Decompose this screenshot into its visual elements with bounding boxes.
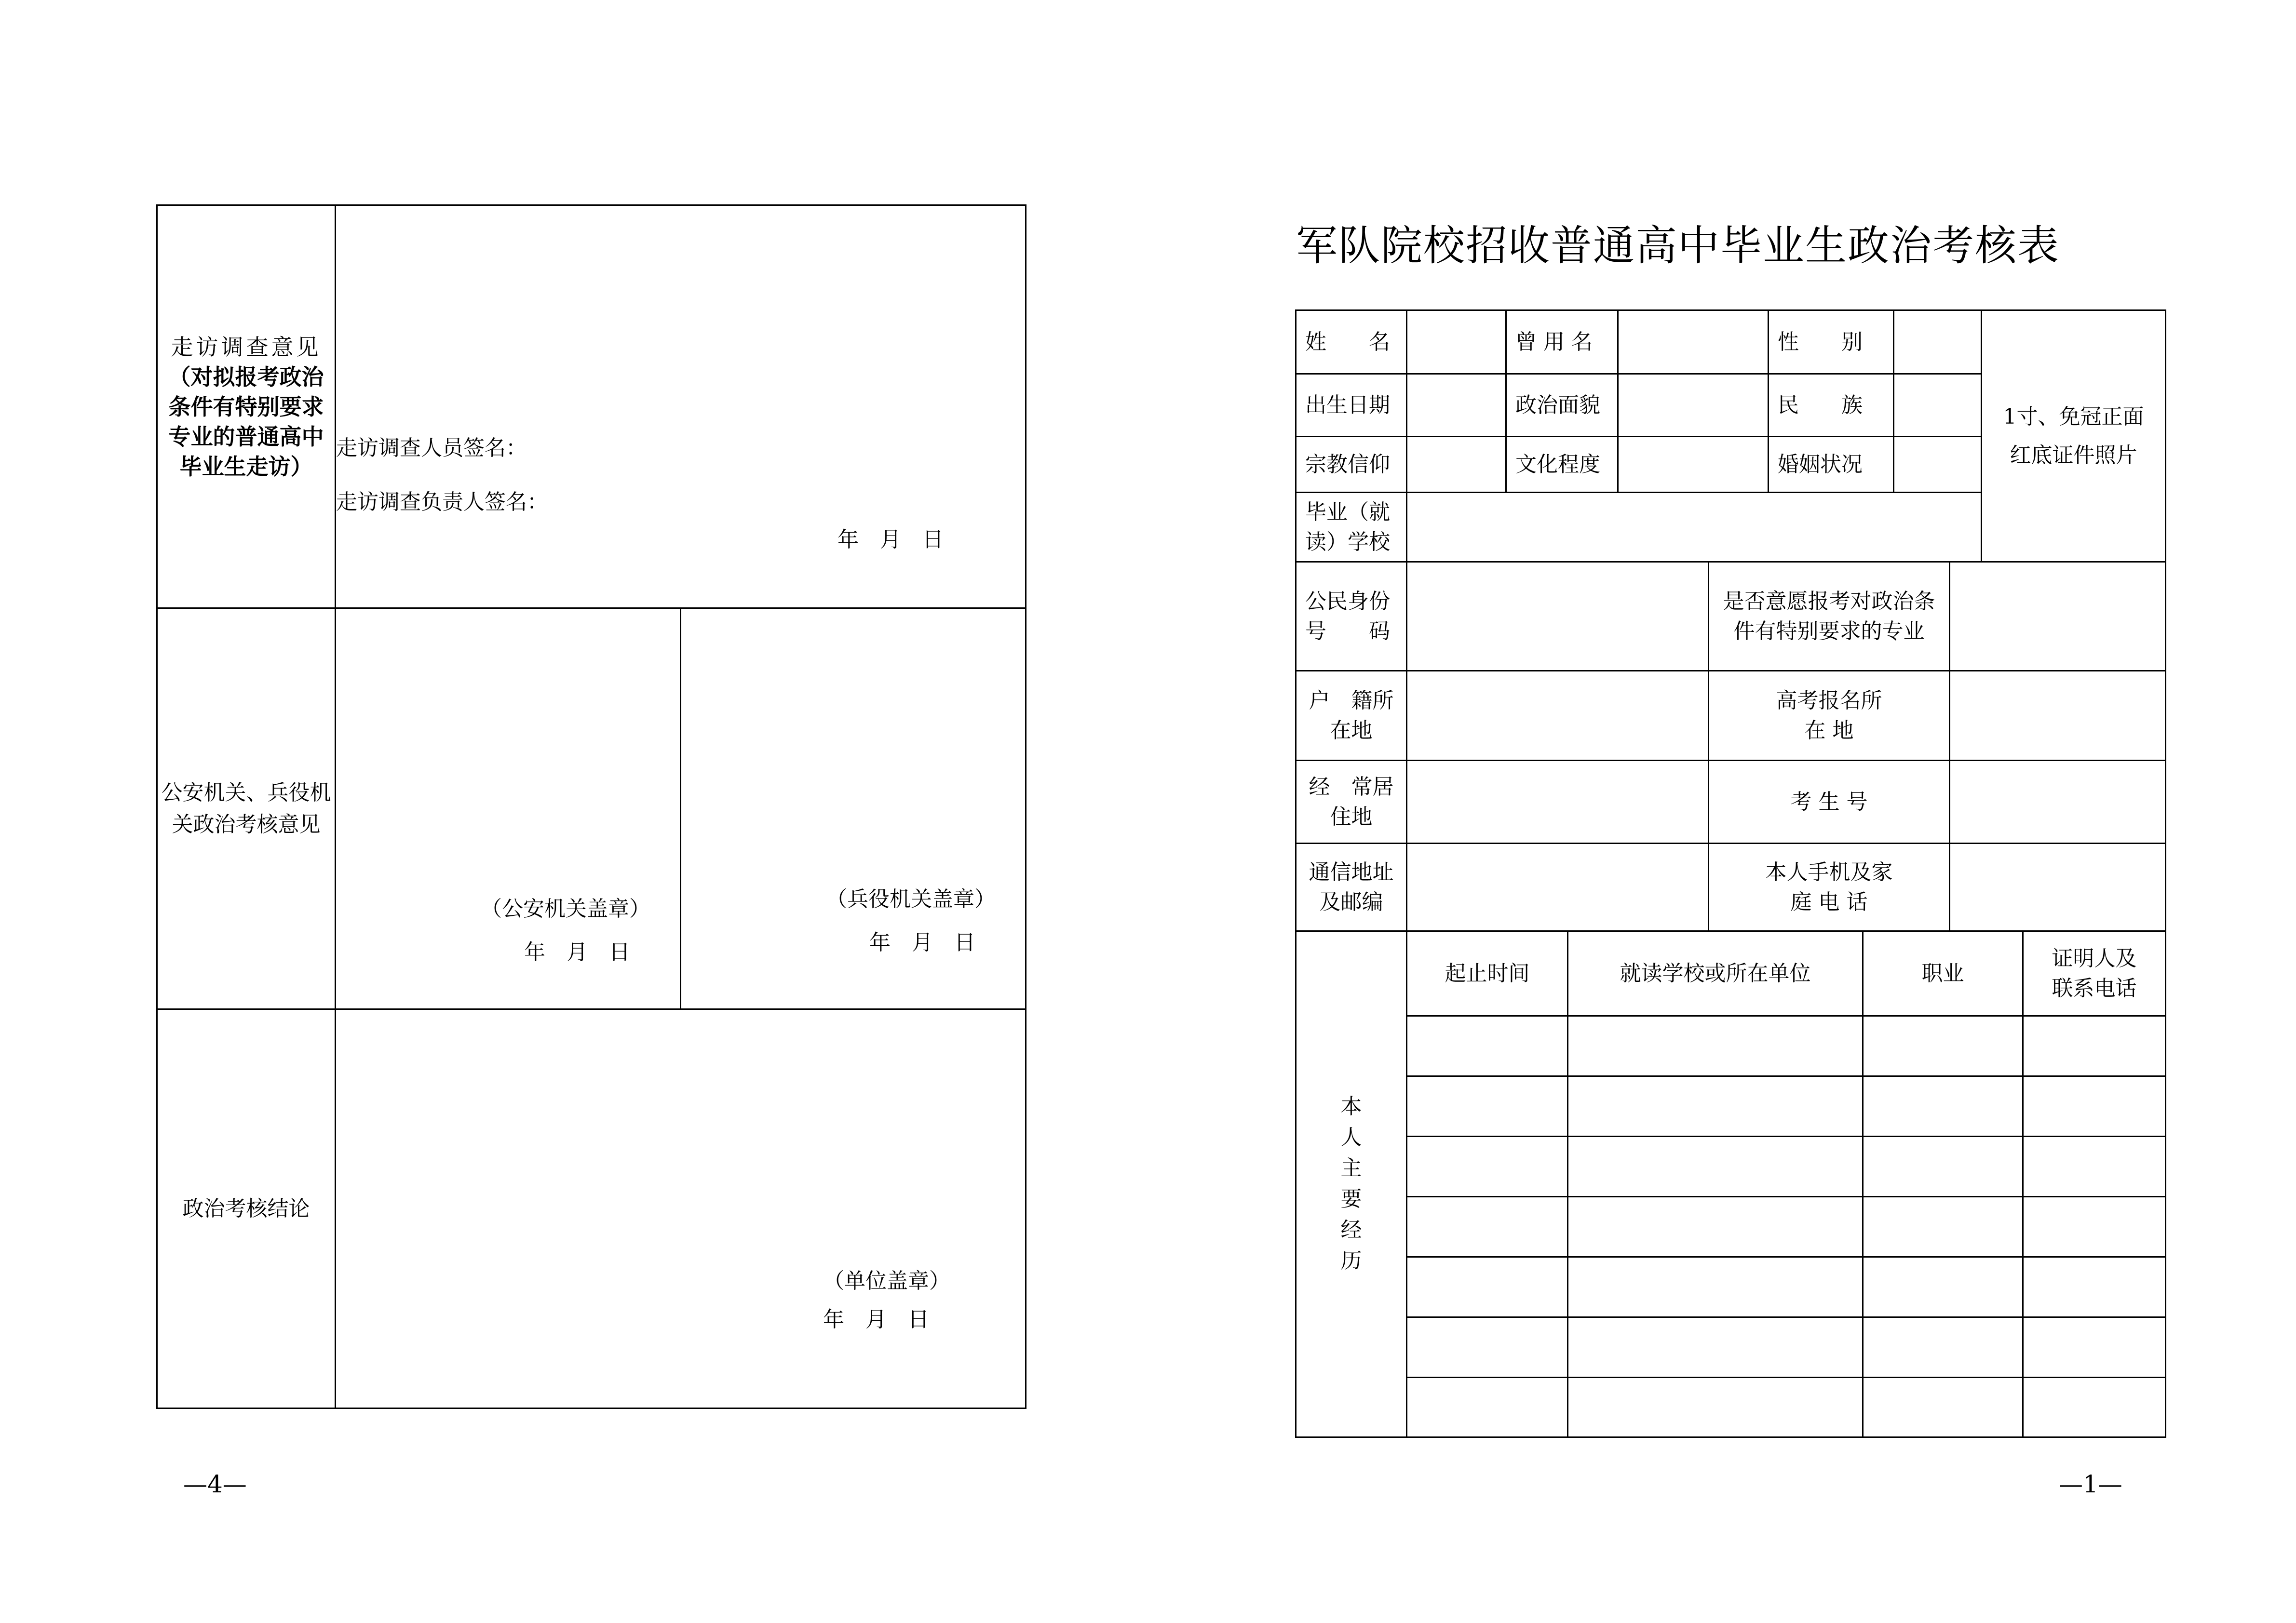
history-row [1296, 1016, 2166, 1076]
police-military-label [157, 608, 336, 1009]
police-opinion-cell[interactable] [336, 608, 681, 1009]
history-cell[interactable] [1863, 1137, 2023, 1197]
police-date: 年 月 日 [524, 940, 630, 965]
history-cell[interactable] [1863, 1016, 2023, 1076]
history-cell[interactable] [1863, 1257, 2023, 1317]
exam-location-value[interactable] [1950, 671, 2166, 761]
history-cell[interactable] [1407, 1016, 1568, 1076]
visit-survey-label-title: 走访调查意见 [171, 334, 322, 360]
history-row [1296, 1197, 2166, 1257]
history-header-period: 起止时间 [1407, 931, 1568, 1016]
visit-survey-cell[interactable] [336, 205, 1026, 608]
visit-signer-label: 走访调查人员签名： [336, 436, 527, 460]
name-value[interactable] [1407, 310, 1506, 374]
former-name-label: 曾 用 名 [1506, 310, 1618, 374]
history-row [1296, 1076, 2166, 1137]
history-row [1296, 1137, 2166, 1197]
history-cell[interactable] [1568, 1257, 1863, 1317]
residence-value[interactable] [1407, 761, 1709, 844]
history-cell[interactable] [1407, 1137, 1568, 1197]
address-value[interactable] [1407, 844, 1709, 931]
exam-number-label: 考 生 号 [1709, 761, 1950, 844]
history-cell[interactable] [1863, 1076, 2023, 1137]
school-label: 毕业（就读）学校 [1296, 493, 1407, 562]
political-status-value[interactable] [1618, 374, 1769, 437]
left-page-number: —4— [183, 1470, 247, 1498]
history-header-occupation: 职业 [1863, 931, 2023, 1016]
police-military-label-text: 公安机关、兵役机关政治考核意见 [161, 780, 331, 837]
birth-date-value[interactable] [1407, 374, 1506, 437]
phones-value[interactable] [1950, 844, 2166, 931]
history-cell[interactable] [1863, 1317, 2023, 1378]
household-label: 户 籍所在地 [1296, 671, 1407, 761]
left-form-table [156, 204, 1026, 1409]
ethnicity-label: 民 族 [1769, 374, 1894, 437]
history-cell[interactable] [1407, 1076, 1568, 1137]
special-major-label: 是否意愿报考对政治条件有特别要求的专业 [1709, 562, 1950, 671]
gender-value[interactable] [1894, 310, 1982, 374]
history-cell[interactable] [1863, 1378, 2023, 1437]
special-major-value[interactable] [1950, 562, 2166, 671]
residence-label: 经 常居住地 [1296, 761, 1407, 844]
history-label-cell [1296, 931, 1407, 1437]
history-cell[interactable] [1568, 1137, 1863, 1197]
name-label: 姓 名 [1296, 310, 1407, 374]
phones-label: 本人手机及家 庭 电 话 [1709, 844, 1950, 931]
right-page-number: —1— [2059, 1470, 2122, 1498]
political-status-label: 政治面貌 [1506, 374, 1618, 437]
education-label: 文化程度 [1506, 437, 1618, 493]
visit-survey-label [157, 205, 336, 608]
military-seal: （兵役机关盖章） [826, 887, 996, 912]
history-cell[interactable] [1568, 1197, 1863, 1257]
history-table [1295, 930, 2166, 1438]
photo-cell[interactable] [1982, 310, 2166, 562]
education-value[interactable] [1618, 437, 1769, 493]
history-cell[interactable] [1407, 1317, 1568, 1378]
history-cell[interactable] [2023, 1378, 2166, 1437]
religion-value[interactable] [1407, 437, 1506, 493]
history-cell[interactable] [1568, 1076, 1863, 1137]
household-value[interactable] [1407, 671, 1709, 761]
history-label: 本人主要经历 [1340, 1094, 1362, 1273]
history-row [1296, 1317, 2166, 1378]
history-cell[interactable] [1568, 1317, 1863, 1378]
visit-survey-label-note: （对拟报考政治条件有特别要求专业的普通高中毕业生走访） [168, 363, 324, 480]
former-name-value[interactable] [1618, 310, 1769, 374]
basic-info-table [1295, 309, 2166, 563]
military-opinion-cell[interactable] [681, 608, 1026, 1009]
ethnicity-value[interactable] [1894, 374, 1982, 437]
history-row [1296, 1257, 2166, 1317]
residence-table [1295, 561, 2166, 932]
military-date: 年 月 日 [869, 930, 975, 955]
history-cell[interactable] [2023, 1016, 2166, 1076]
form-title: 军队院校招收普通高中毕业生政治考核表 [1296, 222, 2060, 270]
conclusion-cell[interactable] [336, 1009, 1026, 1408]
history-row [1296, 1378, 2166, 1437]
history-cell[interactable] [2023, 1197, 2166, 1257]
birth-date-label: 出生日期 [1296, 374, 1407, 437]
photo-note: 1寸、免冠正面红底证件照片 [2003, 404, 2144, 468]
history-cell[interactable] [1863, 1197, 2023, 1257]
gender-label: 性 别 [1769, 310, 1894, 374]
religion-label: 宗教信仰 [1296, 437, 1407, 493]
address-label: 通信地址及邮编 [1296, 844, 1407, 931]
id-number-label: 公民身份号 码 [1296, 562, 1407, 671]
history-cell[interactable] [1407, 1257, 1568, 1317]
history-cell[interactable] [1568, 1378, 1863, 1437]
history-header-school: 就读学校或所在单位 [1568, 931, 1863, 1016]
history-cell[interactable] [2023, 1257, 2166, 1317]
unit-date: 年 月 日 [823, 1307, 929, 1332]
id-number-value[interactable] [1407, 562, 1709, 671]
exam-location-label: 高考报名所 在 地 [1709, 671, 1950, 761]
history-cell[interactable] [1407, 1197, 1568, 1257]
visit-date: 年 月 日 [837, 527, 944, 552]
history-header-witness: 证明人及联系电话 [2023, 931, 2166, 1016]
school-value[interactable] [1407, 493, 1982, 562]
conclusion-label: 政治考核结论 [157, 1009, 336, 1408]
history-cell[interactable] [2023, 1076, 2166, 1137]
history-cell[interactable] [1568, 1016, 1863, 1076]
history-cell[interactable] [2023, 1137, 2166, 1197]
unit-seal: （单位盖章） [823, 1269, 950, 1293]
police-seal: （公安机关盖章） [481, 897, 650, 921]
marital-status-value[interactable] [1894, 437, 1982, 493]
history-cell[interactable] [1407, 1378, 1568, 1437]
marital-status-label: 婚姻状况 [1769, 437, 1894, 493]
history-cell[interactable] [2023, 1317, 2166, 1378]
exam-number-value[interactable] [1950, 761, 2166, 844]
visit-leader-label: 走访调查负责人签名： [336, 490, 548, 514]
